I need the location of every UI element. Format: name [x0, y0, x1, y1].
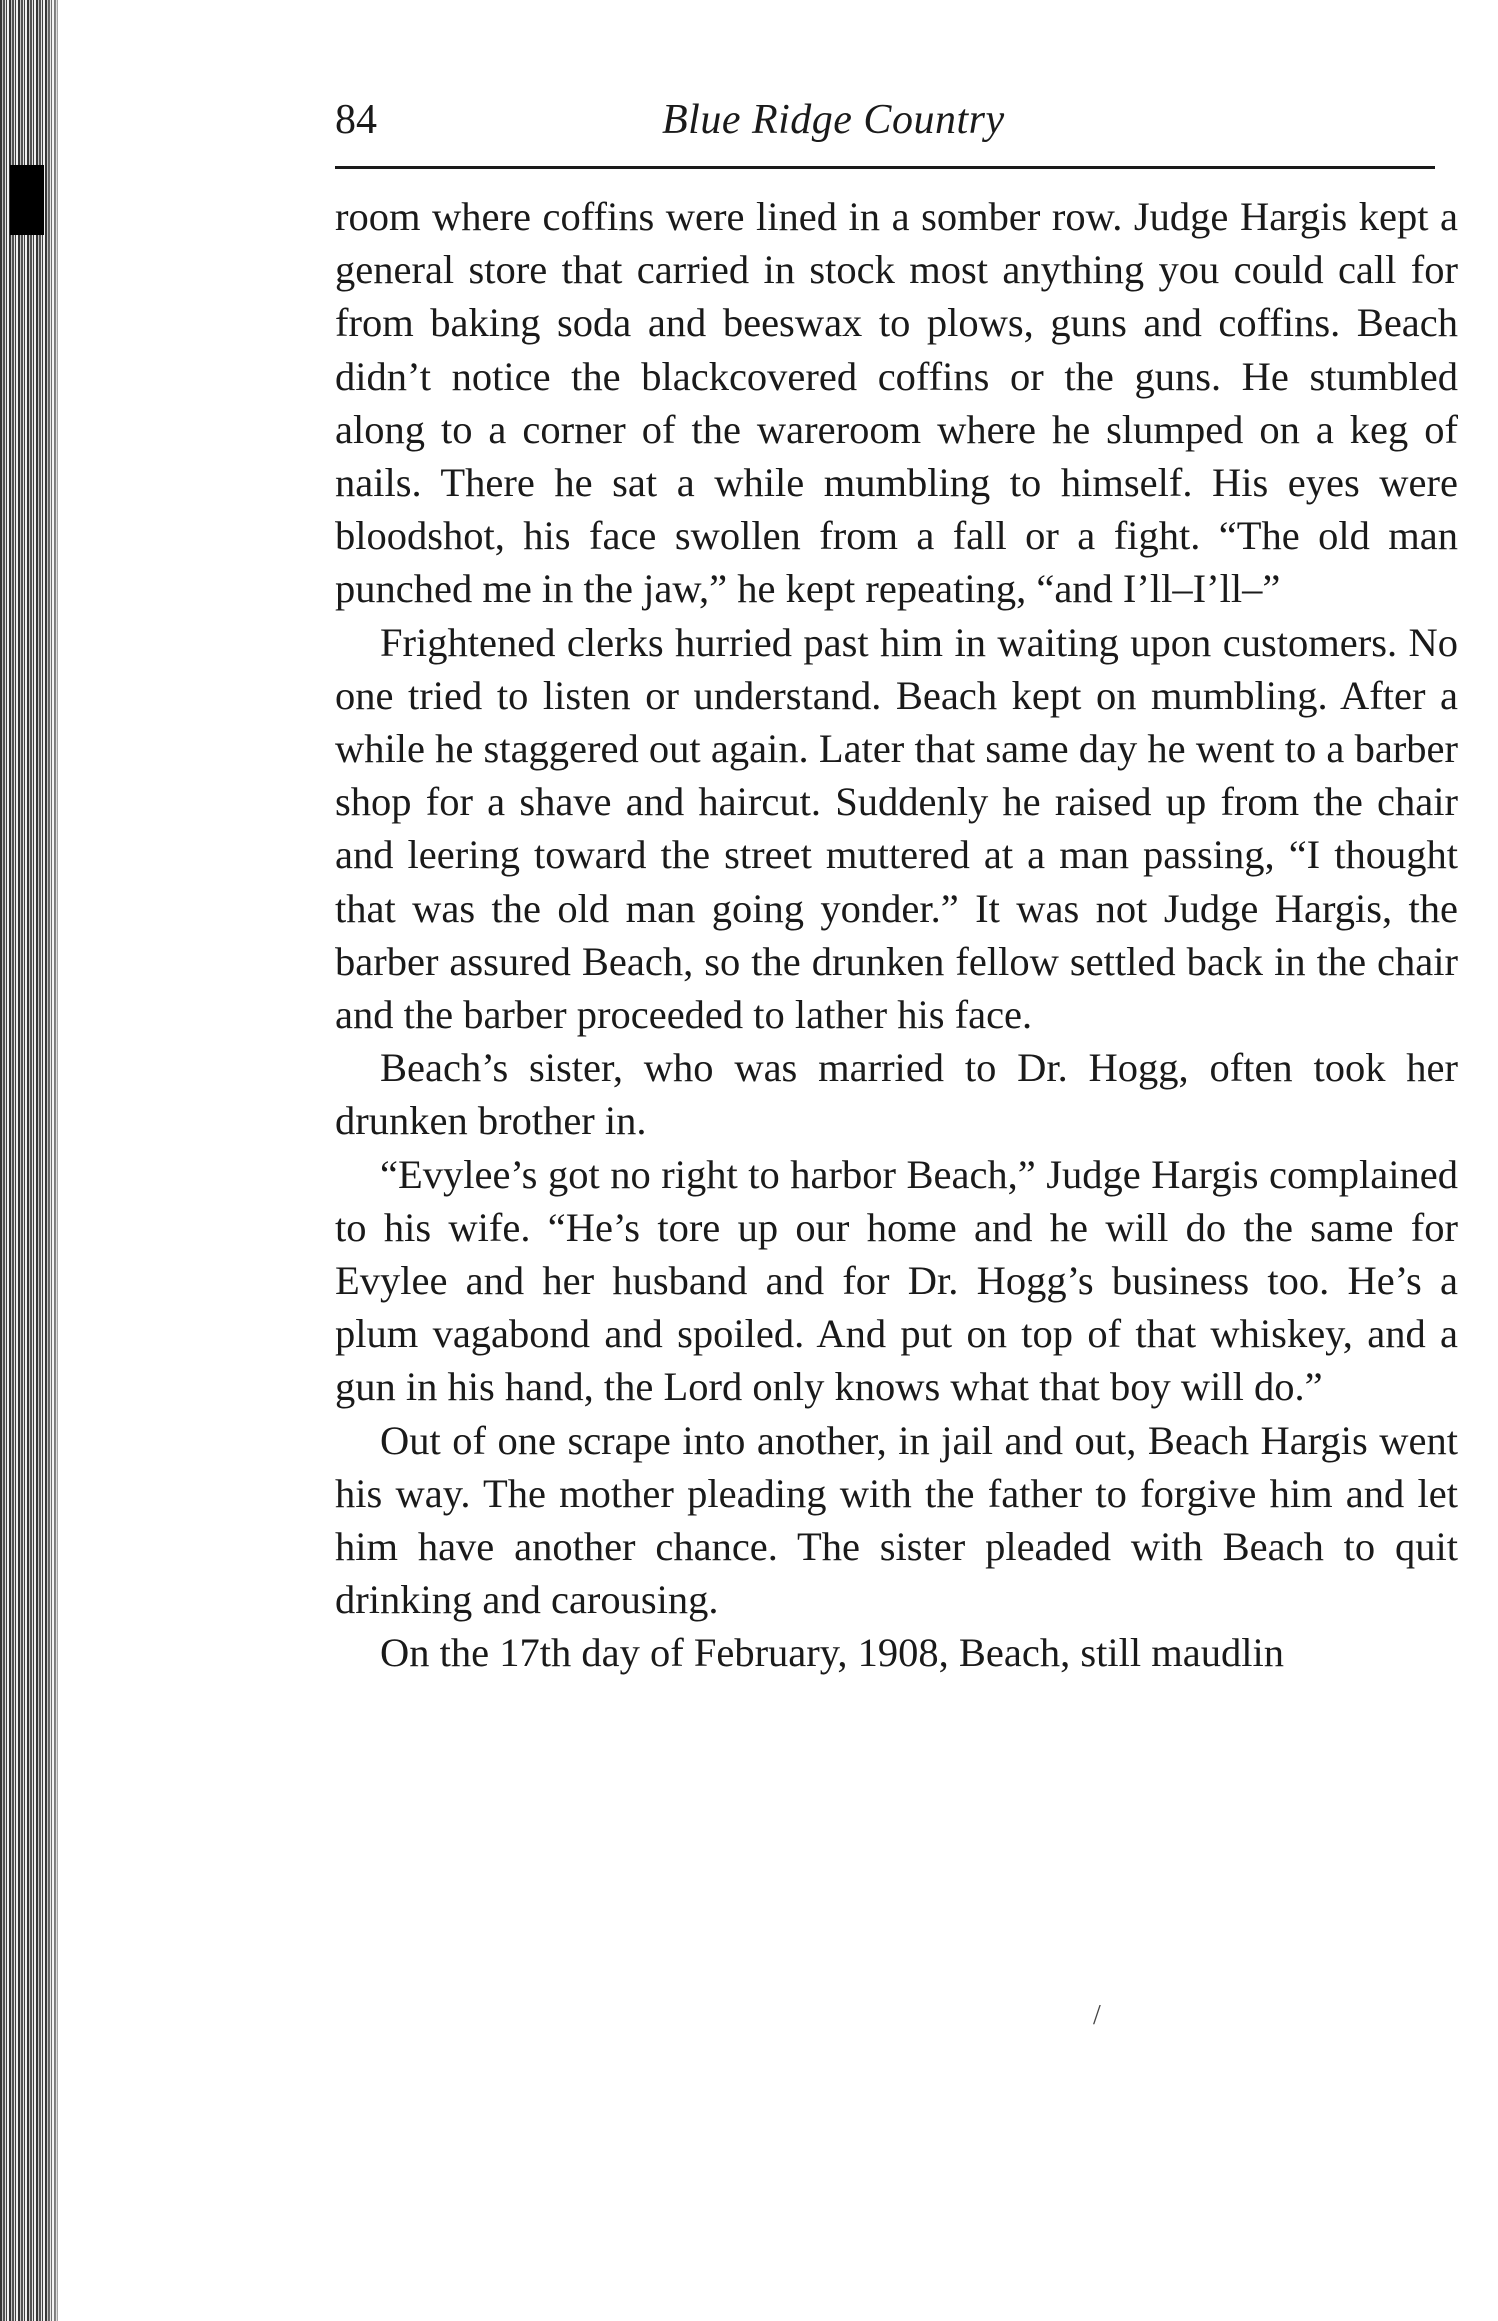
paragraph: Frightened clerks hurried past him in waiting upon customers. No one tried to listen or understand. Beach kept on mumbling. After a while he staggered out again. Later that same day he went to a barber shop for a shave and haircut. Suddenly he raised up from the chair and leering toward the street muttered at a man passing, “I thought that was the old man going yonder.” It was not Judge Hargis, the barber assured Beach, so the drunken fellow settled back in the chair and the barber proceeded to lather his face. [335, 619, 1458, 1038]
binding-mark [10, 165, 44, 235]
body-text [335, 190, 1458, 1680]
header-rule [335, 166, 1435, 169]
paragraph: Beach’s sister, who was married to Dr. Hogg, often took her drunken brother in. [335, 1045, 1458, 1144]
paragraph: room where coffins were lined in a somber row. Judge Hargis kept a general store that carried in stock most anything you could call for from baking soda and beeswax to plows, guns and coffins. Beach didn’t notice the blackcovered coffins or the guns. He stumbled along to a corner of the wareroom where he slumped on a keg of nails. There he sat a while mumbling to himself. His eyes were bloodshot, his face swollen from a fall or a fight. “The old man punched me in the jaw,” he kept repeating, “and I’ll–I’ll–” [335, 194, 1458, 612]
page-speck: / [1093, 2000, 1101, 2031]
page-number: 84 [335, 97, 377, 143]
paragraph: Out of one scrape into another, in jail and out, Beach Hargis went his way. The mother pleading with the father to forgive him and let him have another chance. The sister pleaded with Beach to quit drinking and carousing. [335, 1417, 1458, 1623]
page-header [335, 92, 1465, 156]
binding-gutter-fade [46, 0, 70, 2321]
running-title: Blue Ridge Country [662, 97, 1005, 143]
paragraph: On the 17th day of February, 1908, Beach, still maudlin [380, 1630, 1284, 1676]
paragraph: “Evylee’s got no right to harbor Beach,” Judge Hargis complained to his wife. “He’s tore up our home and he will do the same for Evylee and her husband and for Dr. Hogg’s business too. He’s a plum vagabond and spoiled. And put on top of that whiskey, and a gun in his hand, the Lord only knows what that boy will do.” [335, 1151, 1458, 1410]
